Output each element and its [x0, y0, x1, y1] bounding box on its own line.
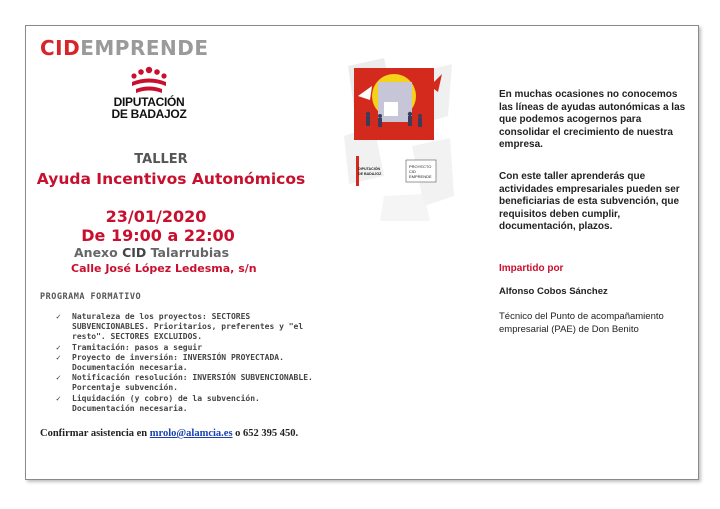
event-venue: [74, 245, 229, 260]
svg-text:DIPUTACIÓN: DIPUTACIÓN: [358, 167, 381, 171]
check-icon: ✓: [56, 373, 61, 383]
email-link[interactable]: mrolo@alamcia.es: [149, 428, 233, 439]
logo-line-2: DE BADAJOZ: [111, 107, 187, 121]
workshop-poster-image: [344, 56, 454, 221]
check-icon: ✓: [56, 393, 61, 403]
programa-title: PROGRAMA FORMATIVO: [40, 292, 142, 302]
list-item: ✓ Notificación resolución: INVERSIÓN SUBVENCIONABLE. Porcentaje subvención.: [56, 373, 313, 393]
event-time: De 19:00 a 22:00: [81, 226, 235, 245]
diputacion-logo: [104, 66, 194, 131]
svg-text:EMPRENDE: EMPRENDE: [409, 174, 432, 179]
venue-place: Talarrubias: [150, 245, 230, 260]
check-icon: ✓: [56, 312, 61, 321]
flyer-frame: [25, 25, 699, 480]
event-date: 23/01/2020: [105, 207, 207, 226]
list-item: ✓ Proyecto de inversión: INVERSIÓN PROYECTADA. Documentación necesaria.: [56, 352, 284, 373]
svg-text:DE BADAJOZ: DE BADAJOZ: [358, 172, 382, 176]
svg-text:CID: CID: [409, 169, 416, 174]
brand-emprende: EMPRENDE: [80, 36, 209, 60]
speaker-role: Técnico del Punto de acompañamiento empresarial (PAE) de Don Benito: [499, 311, 664, 335]
programa-list: [56, 312, 326, 414]
workshop-title: Ayuda Incentivos Autonómicos: [36, 170, 306, 188]
venue-cid: CID: [122, 245, 147, 260]
svg-text:PROYECTO: PROYECTO: [409, 164, 432, 169]
cidemprende-brand: [40, 36, 209, 60]
description-paragraph: Con este taller aprenderás que actividades empresariales pueden ser beneficiarias de esta subvención, que requisitos deben cumplir, documentación, plazos.: [499, 171, 680, 232]
venue-prefix: Anexo: [74, 245, 118, 260]
confirm-attendance: Confirmar asistencia en mrolo@alamcia.es o 652 395 450.: [40, 428, 299, 439]
intro-paragraph: En muchas ocasiones no conocemos las líneas de ayudas autonómicas a las que podemos acogernos para consolidar el crecimiento de nuestra empresa.: [499, 89, 686, 150]
event-address: Calle José López Ledesma, s/n: [71, 262, 257, 275]
list-item: ✓ Tramitación: pasos a seguir: [56, 342, 203, 352]
brand-cid: CID: [40, 36, 81, 60]
speaker-name: Alfonso Cobos Sánchez: [499, 286, 608, 297]
check-icon: ✓: [56, 352, 61, 362]
logo-line-1: DIPUTACIÓN: [113, 95, 185, 109]
taller-label: TALLER: [134, 152, 188, 167]
list-item: ✓ Liquidación (y cobro) de la subvención. Documentación necesaria.: [56, 393, 260, 413]
impartido-label: Impartido por: [499, 263, 564, 274]
diputacion-emblem-icon: [126, 66, 172, 96]
check-icon: ✓: [56, 342, 61, 352]
list-item: ✓ Naturaleza de los proyectos: SECTORES SUBVENCIONABLES. Prioritarios, preferentes y "el resto". SECTORES EXCLUIDOS.: [56, 312, 304, 342]
